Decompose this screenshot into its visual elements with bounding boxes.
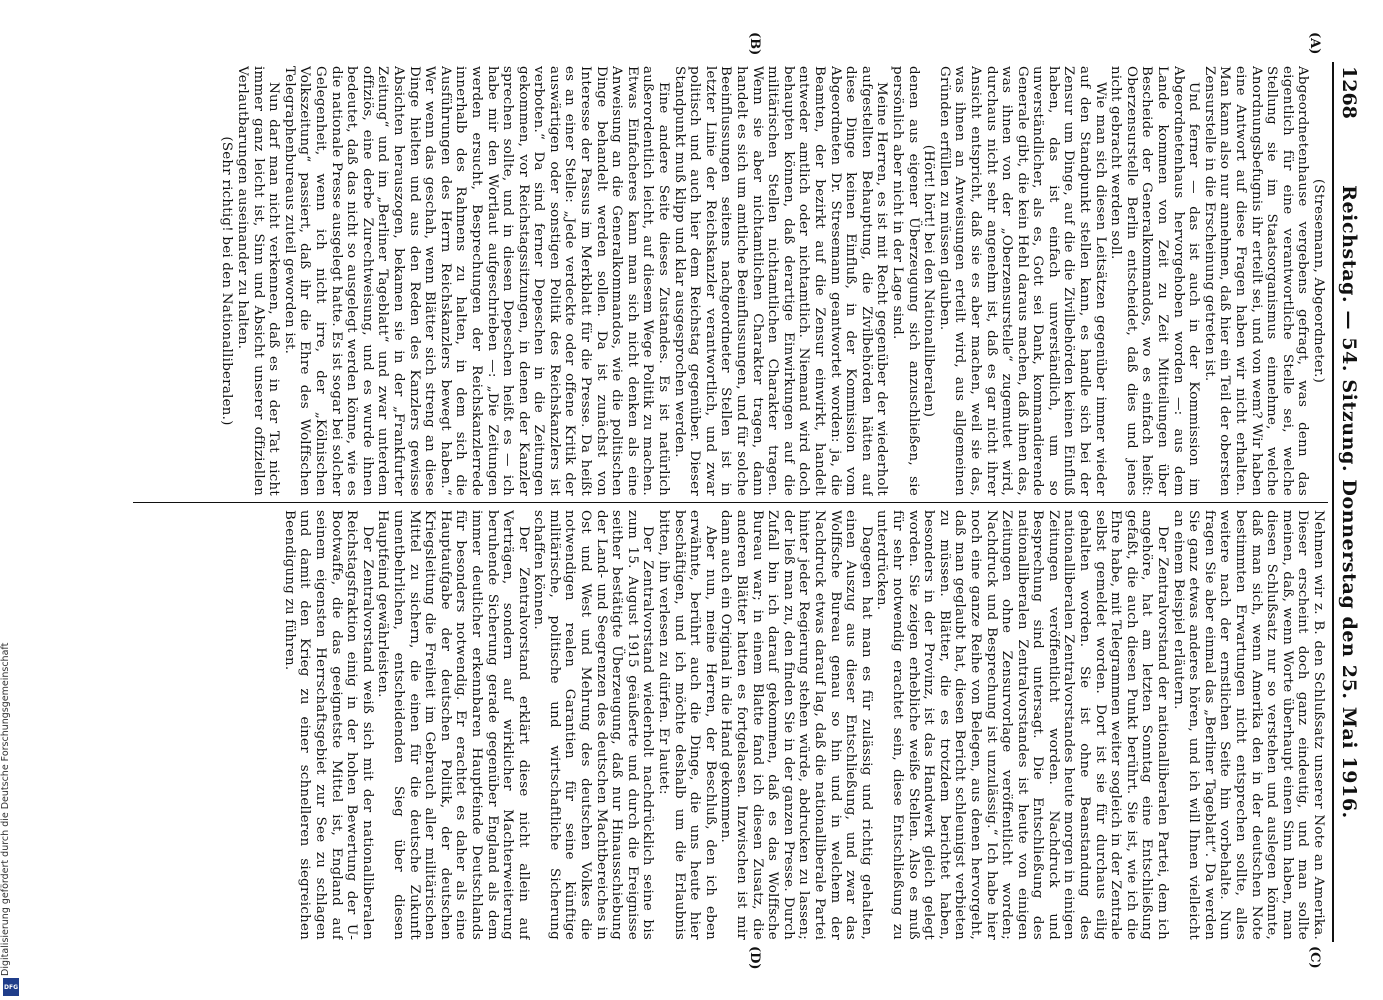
dfg-logo: DFG [3, 978, 19, 996]
margin-marker-b: (B) [747, 32, 762, 56]
paragraph: Nun darf man nicht verkennen, daß es in der Tat nicht immer ganz leicht ist, Sinn und Absicht unserer offiziellen Verlautbarungen auseinander zu halten. [235, 66, 282, 496]
paragraph: Und ferner — das ist auch in der Kommission im Abgeordnetenhaus hervorgehoben worden —: aus dem Lande kommen von Zeit zu Zeit Mitteilungen über Bescheide der Generalkommandos, wo es einfach heißt: Oberzensurstelle Berlin entscheidet, daß dies und jenes nicht gebracht werden soll. [1108, 66, 1202, 496]
paragraph: Der Zentralvorstand der nationalliberalen Partei, dem ich angehöre, hat am letzten Sonntag eine Entschließung gefaßt, die auch diesen Punkt berührt. Sie ist, wie ich die Ehre habe, mit Telegrammen weiter sogleich in der Zentrale selbst gemeldet worden. Dort ist sie für durchaus eilig gehalten worden. Sie ist ohne Beanstandung des nationalliberalen Zentralvorstandes heute morgen in einigen Zeitungen veröffentlicht worden. Nachdruck und Besprechung sind untersagt. Die Entschließung des nationalliberalen Zentralvorstandes ist heute von einigen Zeitungen ohne Zensurvorlage veröffentlicht worden; Nachdruck und Besprechung ist unzulässig.“ Ich habe hier noch eine ganze Reihe von Belegen, aus denen hervorgeht, daß man geglaubt hat, diesen Bericht schleunigst verbieten zu müssen. Blätter, die es trotzdem berichtet haben, besonders in der Provinz, ist das Handwerk gleich gelegt worden. Sie zeigen erhebliche weiße Stellen. Also es muß für sehr notwendig erachtet sein, diese Entschließung zu unterdrücken. [874, 510, 1171, 940]
margin-marker-c: (C) [1307, 946, 1322, 969]
speaker-label: (Stresemann, Abgeordneter.) [1311, 178, 1326, 384]
margin-marker-a: (A) [1307, 32, 1322, 55]
page-title: Reichstag. — 54. Sitzung. Donnerstag den 25. Mai 1916. [1338, 185, 1360, 819]
paragraph: Meine Herren, es ist mit Recht gegenüber der wiederholt aufgestellten Behauptung, die Zivilbehörden hätten auf diese Dinge keinen Einfluß, in der Kommission vom Abgeordneten Dr. Stresemann geantwortet worden: ja, die Beamten, der bezirkt auf die Zensur einwirkt, handelt entweder amtlich oder nichtamtlich. Niemand wird doch behaupten können, daß derartige Einwirkungen auf die militärischen Stellen nichtamtlichen Charakter tragen. Wenn sie aber nichtamtlichen Charakter tragen, dann handelt es sich um amtliche Beeinflussungen, und für solche Beeinflussungen seitens nachgeordneter Stellen ist in letzter Linie der Reichskanzler verantwortlich, und zwar politisch und auch hier dem Reichstag gegenüber. Dieser Standpunkt muß klipp und klar ausgesprochen werden. [671, 66, 890, 496]
left-column [131, 66, 1326, 496]
page-header [1332, 62, 1362, 942]
watermark-strip [0, 0, 22, 1000]
margin-marker-d: (D) [747, 946, 762, 970]
paragraph: denen aus eigener Überzeugung sich anzuschließen, sie persönlich aber nicht in der Lage sind. [889, 66, 921, 496]
paragraph: Eine andere Seite dieses Zustandes. Es ist natürlich außerordentlich leicht, auf diesem Wege Politik zu machen. Etwas Einfacheres kann man sich nicht denken als eine Anweisung an die Generalkommandos, wie die politischen Dinge behandelt werden sollen. Da ist zunächst von Interesse der Passus im Merkblatt für die Presse. Da heißt es an einer Stelle: „Jede verdeckte oder offene Kritik der auswärtigen oder sonstigen Politik des Reichskanzlers ist verboten.“ Da sind ferner Depeschen in die Zeitungen gekommen, vor Reichstagssitzungen, in denen der Kanzler sprechen sollte, und in diesen Depeschen heißt es — ich habe mir den Wortlaut aufgeschrieben —: „Die Zeitungen werden ersucht, Besprechungen der Reichskanzlerrede innerhalb des Rahmens zu halten, in dem sich die Ausführungen des Herrn Reichskanzlers bewegt haben.“ Wer wenn das geschah, wenn Blätter sich streng an diese Dinge hielten und aus den Reden des Kanzlers gewisse Absichten herauszogen, bekamen sie in der „Frankfurter Zeitung“ und im „Berliner Tageblatt“ und zwar unterdem offiziös, eine derbe Zurechtweisung, und es wurde ihnen bedeutet, daß das nicht so ausgelegt werden könne, wie es die nationale Presse ausgelegt hatte. Es ist sogar bei solcher Gelegenheit, wenn ich nicht irre, der „Kölnischen Volkszeitung“ passiert, daß ihr die Ehre des Wolffschen Telegraphenbureaus zuteil geworden ist. [281, 66, 672, 496]
resolution-paragraph: Der Zentralvorstand erklärt diese nicht allein auf Verträgen, sondern auf wirklicher Machterweiterung beruhende Sicherung gerade gegenüber England als dem immer deutlicher erkennbaren Hauptfeinde Deutschlands für besonders notwendig. Er erachtet es daher als eine Hauptaufgabe der deutschen Politik, der deutschen Kriegsleitung die Freiheit im Gebrauch aller militärischen Mittel zu sichern, die einen für die deutsche Zukunft unentbehrlichen, entscheidenden Sieg über diesen Hauptfeind gewährleisten. [375, 510, 531, 940]
interjection: (Sehr richtig! bei den Nationalliberalen.) [219, 136, 235, 426]
page-number: 1268 [1338, 66, 1360, 119]
column-divider [133, 502, 1328, 503]
resolution-paragraph: Der Zentralvorstand wiederholt nachdrücklich seine bis zum 15. August 1915 geäußerte und durch die Ereignisse seither bestätigte Überzeugung, daß nur Hinausschiebung der Land- und Seegrenzen des deutschen Machtbereiches in Ost und West und Mehrung des deutschen Volkes die notwendigen realen Garantien für seine künftige militärische, politische und wirtschaftliche Sicherung schaffen können. [531, 510, 656, 940]
paragraph: Nehmen wir z. B. den Schlußsatz unserer Note an Amerika. Dieser erscheint doch ganz eindeutig, und man sollte meinen, daß, wenn Worte überhaupt einen Sinn haben, man diesen Schlußsatz nur so verstehen und auslegen könnte, daß man sich, wenn Amerika den in der deutschen Note bestimmten Erwartungen nicht entsprechen sollte, alles weitere nach der ernstlichen Seite hin vorbehalte. Nun fragen Sie aber einmal das „Berliner Tageblatt“. Da werden Sie ganz etwas anderes hören, und ich will Ihnen vielleicht an einem Beispiel erläutern. [1170, 510, 1326, 940]
funding-watermark: Digitalisierung gefördert durch die Deutsche Forschungsgemeinschaft [0, 642, 11, 976]
paragraph: Wie man sich diesen Leitsätzen gegenüber immer wieder auf den Standpunkt stellen kann, es handle sich bei der Zensur um Dinge, auf die die Zivilbehörden keinen Einfluß haben, das ist einfach unverständlich, um so unverständlicher, als es, Gott sei Dank, kommandierende Generale gibt, die kein Hehl daraus machen, daß ihnen das, was ihnen von der „Oberzensurstelle“ zugemutet wird, durchaus nicht sehr angenehm ist, daß es gar nicht ihrer Ansicht entspricht, daß sie es aber machen, weil sie das, was ihnen an Anweisungen erteilt wird, aus allgemeinen Gründen erfüllen zu müssen glauben. [936, 66, 1108, 496]
resolution-paragraph: Der Zentralvorstand weiß sich mit der nationalliberalen Reichstagsfraktion einig in der hohen Bewertung der U-Bootwaffe, die das geeignetste Mittel ist, England auf seinem eigensten Herrschaftsgebiet zur See zu schlagen und damit den Krieg zu einer schnelleren siegreichen Beendigung zu führen. [281, 510, 375, 940]
paragraph: Abgeordnetenhause vergebens gefragt, was denn das eigentlich für eine verantwortliche Stelle sei, welche Stellung sie im Staatsorganismus einnehme, welche Anordnungsbefugnis ihr erteilt sei, und von wem? Wir haben eine Antwort auf diese Fragen haben wir nicht erhalten. Man kann also nur annehmen, daß hier ein Teil der obersten Zensurstelle in die Erscheinung getreten ist. [1201, 66, 1311, 496]
newspaper-page [112, 32, 1362, 970]
paragraph: Dagegen hat man es für zulässig und richtig gehalten, einen Auszug aus dieser Entschließung, und zwar das Wolffsche Bureau genau so hin und in welchem der Nachdruck etwas darauf lag, daß die nationalliberale Partei hinter jeder Regierung stehen würde, abdrucken zu lassen; der ließ man zu, den finden Sie in der ganzen Presse. Durch Zufall bin ich darauf gekommen, daß es das Wolffsche Bureau war; in einem Blatte fand ich diesen Zusatz, die anderen Blätter hatten es fortgelassen. Inzwischen ist mir dann auch ein Original in die Hand gekommen. [718, 510, 874, 940]
interjection: (Hört! hört! bei den Nationalliberalen) [921, 144, 937, 418]
paragraph: Aber nun, meine Herren, der Beschluß, den ich eben erwähnte, berührt auch die Dinge, die uns heute hier beschäftigen, und ich möchte deshalb um die Erlaubnis bitten, ihn verlesen zu dürfen. Er lautet: [656, 510, 718, 940]
right-column [131, 510, 1326, 940]
